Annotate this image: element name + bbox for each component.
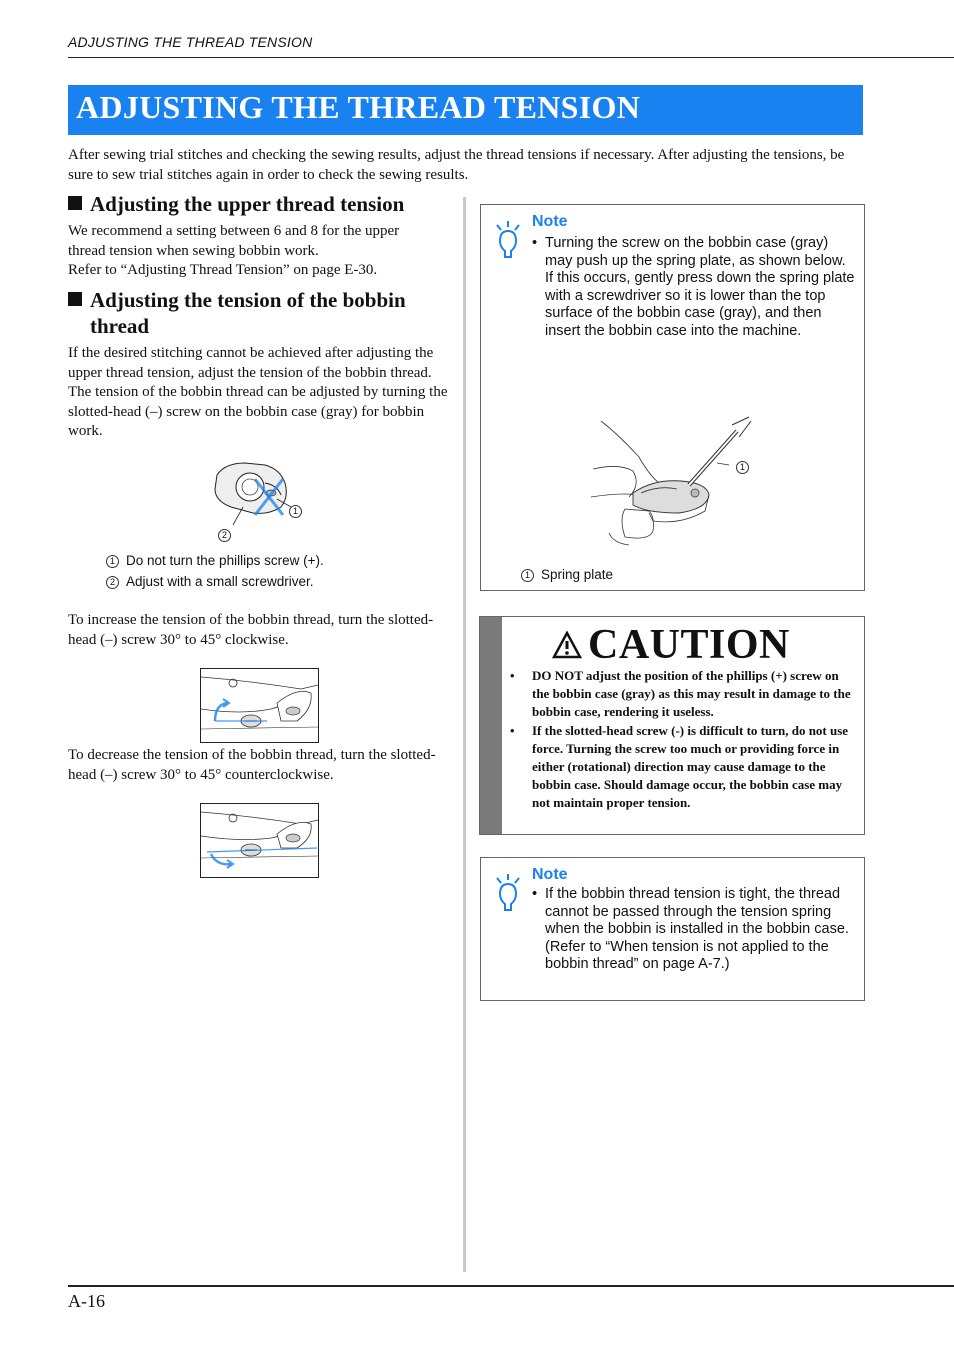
counterclockwise-figure bbox=[200, 803, 319, 878]
note-body: • Turning the screw on the bobbin case (gray) may push up the spring plate, as shown below. If this occurs, gently press down the spring plate with a screwdriver so it is lower than the top surface of the bobbin case (gray), and then insert the bobbin case into the machine. bbox=[532, 235, 858, 340]
note-label: Note bbox=[532, 866, 568, 883]
note-lightbulb-icon bbox=[493, 872, 523, 914]
callout-2: 2 bbox=[218, 526, 238, 544]
caution-side-bar bbox=[480, 617, 502, 834]
upper-heading bbox=[68, 191, 458, 217]
note-text: If the bobbin thread tension is tight, the thread cannot be passed through the tension spring when the bobbin is installed in the bobbin case. (Refer to “When tension is not applied to the bobbin thread” on page A-7.) bbox=[545, 886, 849, 972]
callout-1: 1 bbox=[736, 458, 756, 476]
square-bullet-icon bbox=[68, 196, 82, 210]
upper-paragraph bbox=[68, 222, 458, 281]
bobbin-paragraph: If the desired stitching cannot be achieved after adjusting the upper thread tension, adjust the tension of the bobbin thread. The tension of the bobbin thread can be adjusted by turning the slotted-head (–) screw on the bobbin case (gray) for bobbin work. bbox=[68, 345, 448, 439]
upper-heading-text: Adjusting the upper thread tension bbox=[90, 192, 405, 216]
caution-box bbox=[479, 616, 865, 835]
bobbin-heading bbox=[68, 287, 458, 339]
caution-title: CAUTION bbox=[588, 622, 790, 668]
page-number: A-16 bbox=[68, 1291, 105, 1311]
caution-item: • If the slotted-head screw (-) is difficult to turn, do not use force. Turning the screw too much or providing force in either (rotational) direction may cause damage to the bobbin case. Should damage occur, the bobbin case may not maintain proper tension. bbox=[510, 723, 849, 810]
increase-paragraph: To increase the tension of the bobbin thread, turn the slotted-head (–) screw 30° to 45° clockwise. bbox=[68, 612, 434, 648]
note-text-a: Turning the screw on the bobbin case (gray) may push up the spring plate, as shown below. bbox=[545, 235, 846, 269]
callout-1: 1 bbox=[289, 502, 309, 520]
decrease-paragraph: To decrease the tension of the bobbin thread, turn the slotted-head (–) screw 30° to 45° counterclockwise. bbox=[68, 747, 436, 783]
upper-line-3: Refer to “Adjusting Thread Tension” on page E-30. bbox=[68, 262, 378, 278]
warning-triangle-icon bbox=[552, 631, 582, 659]
upper-line-2: thread tension when sewing bobbin work. bbox=[68, 242, 319, 259]
header-rule bbox=[68, 57, 954, 58]
spring-plate-caption: 1 Spring plate bbox=[521, 564, 613, 585]
running-header: ADJUSTING THE THREAD TENSION bbox=[68, 34, 313, 50]
caption-item: 1 Do not turn the phillips screw (+). bbox=[106, 550, 456, 571]
clockwise-figure bbox=[200, 668, 319, 743]
caution-list bbox=[510, 667, 858, 812]
note-text-b: If this occurs, gently press down the spring plate with a screwdriver so it is lower than the top surface of the bobbin case (gray), and then insert the bobbin case into the machine. bbox=[545, 270, 855, 339]
section-title: ADJUSTING THE THREAD TENSION bbox=[76, 89, 641, 125]
column-divider bbox=[463, 197, 466, 1272]
footer-rule bbox=[68, 1285, 954, 1287]
intro-paragraph: After sewing trial stitches and checking the sewing results, adjust the thread tensions if necessary. After adjusting the tensions, be sure to sew trial stitches again in order to check the sewing results. bbox=[68, 147, 845, 183]
square-bullet-icon bbox=[68, 292, 82, 306]
upper-line-1: We recommend a setting between 6 and 8 for the upper bbox=[68, 223, 400, 239]
note-box-2 bbox=[480, 857, 865, 1001]
spring-plate-illustration bbox=[589, 413, 759, 548]
caution-item: • DO NOT adjust the position of the phillips (+) screw on the bobbin case (gray) as this may result in damage to the bobbin case, rendering it useless. bbox=[510, 668, 851, 719]
note-box-1 bbox=[480, 204, 865, 591]
bobbin-heading-line-2: thread bbox=[90, 314, 150, 338]
bobbin-captions bbox=[106, 550, 456, 592]
note-body: • If the bobbin thread tension is tight, the thread cannot be passed through the tension spring when the bobbin is installed in the bobbin case. (Refer to “When tension is not applied to the bobbin thread” on page A-7.) bbox=[532, 886, 858, 974]
section-title-bar bbox=[68, 85, 863, 135]
note-lightbulb-icon bbox=[493, 219, 523, 261]
note-label: Note bbox=[532, 213, 568, 230]
bobbin-heading-line-1: Adjusting the tension of the bobbin bbox=[90, 288, 406, 312]
caption-item: 2 Adjust with a small screwdriver. bbox=[106, 571, 456, 592]
